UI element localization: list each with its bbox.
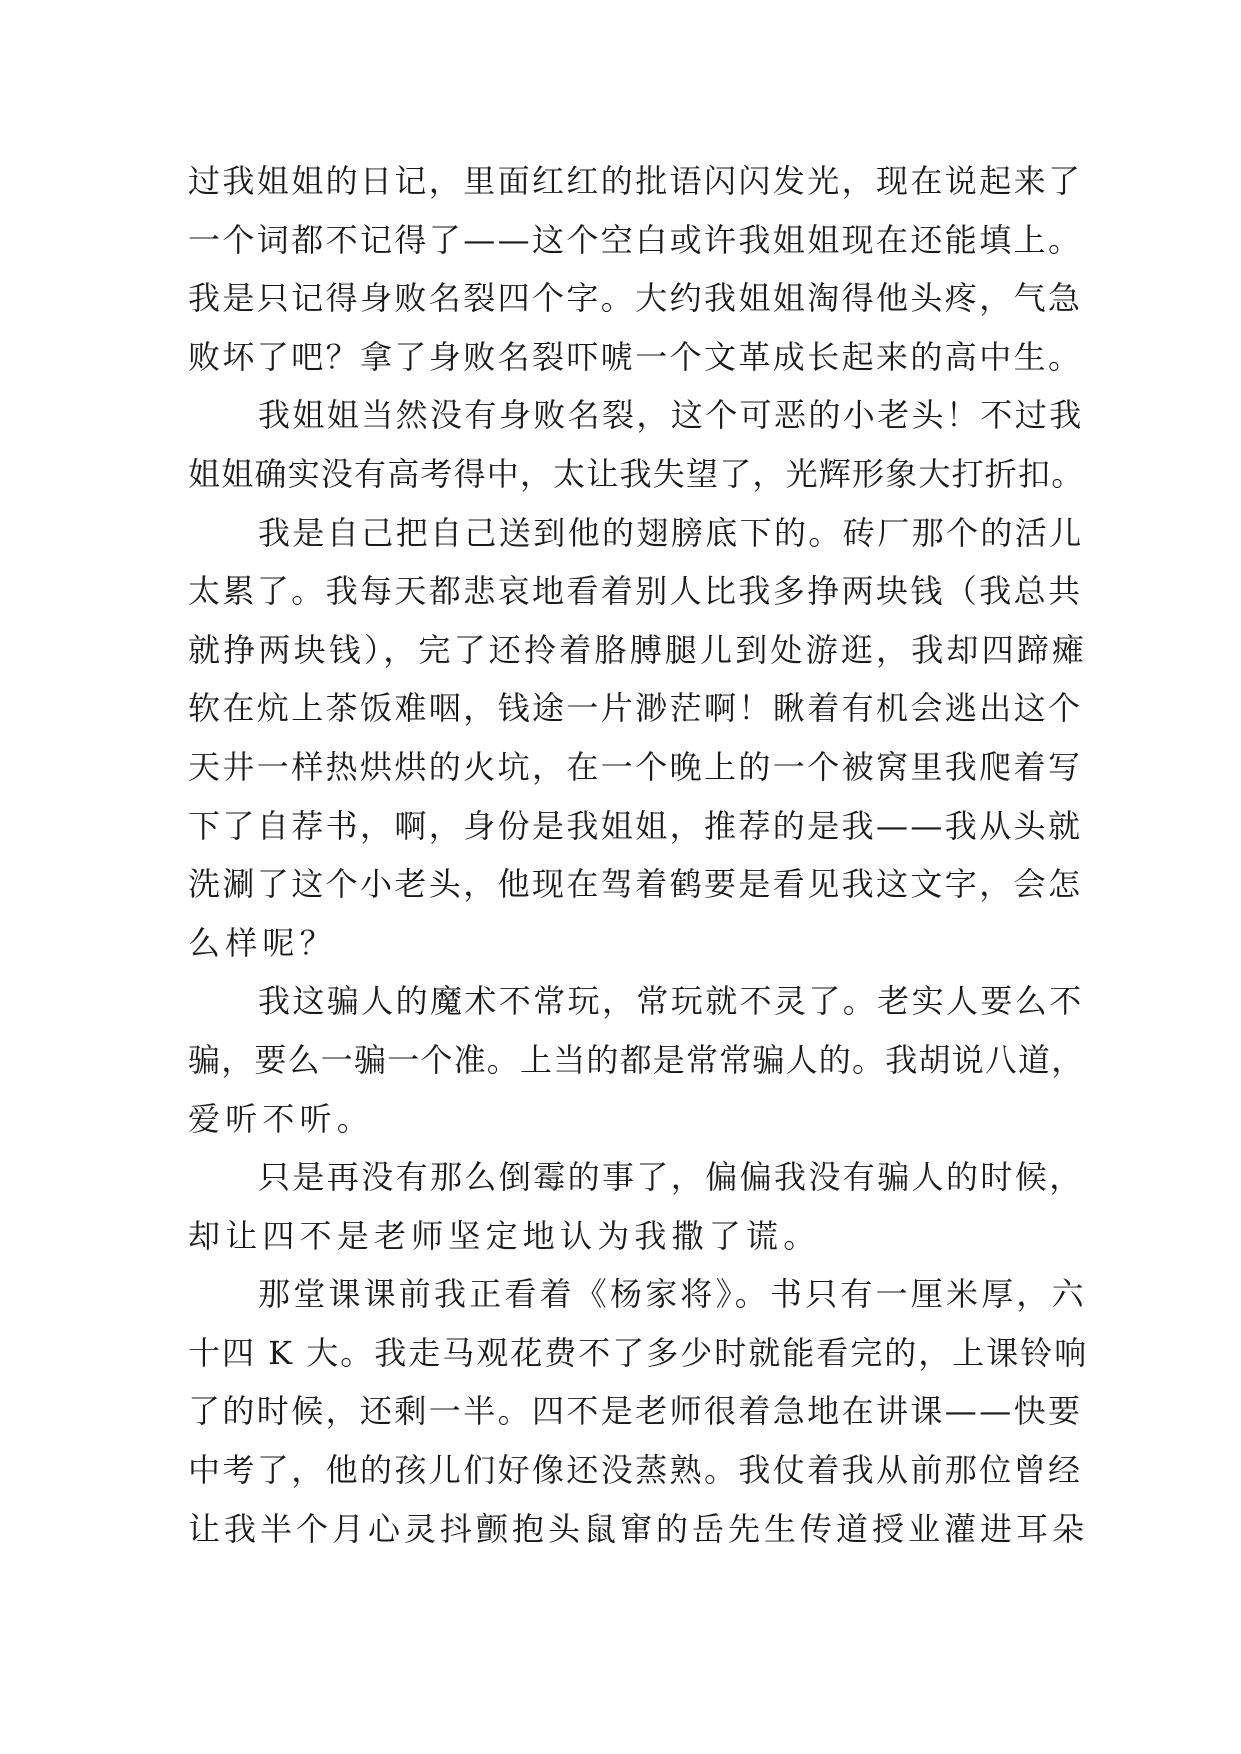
text-line: 软在炕上茶饭难咽，钱途一片渺茫啊！瞅着有机会逃出这个 — [188, 689, 1083, 728]
text-line: 爱听不听。 — [188, 1099, 375, 1138]
text-line: 我是只记得身败名裂四个字。大约我姐姐淘得他头疼，气急 — [188, 279, 1083, 318]
text-line: 骗，要么一骗一个准。上当的都是常常骗人的。我胡说八道， — [188, 1040, 1085, 1079]
text-line: 就挣两块钱），完了还拎着胳膊腿儿到处游逛，我却四蹄瘫 — [188, 630, 1088, 669]
text-line: 只是再没有那么倒霉的事了，偏偏我没有骗人的时候， — [258, 1158, 1084, 1197]
text-line: 中考了，他的孩儿们好像还没蒸熟。我仗着我从前那位曾经 — [188, 1451, 1083, 1490]
text-line: 过我姐姐的日记，里面红红的批语闪闪发光，现在说起来了 — [188, 162, 1083, 200]
text-line: 我姐姐当然没有身败名裂，这个可恶的小老头！不过我 — [258, 396, 1084, 435]
text-line: 那堂课课前我正看着《杨家将》。书只有一厘米厚，六 — [258, 1275, 1087, 1314]
text-line: 了的时候，还剩一半。四不是老师很着急地在讲课——快要 — [188, 1392, 1083, 1431]
text-line: 我这骗人的魔术不常玩，常玩就不灵了。老实人要么不 — [258, 982, 1084, 1021]
text-line: 太累了。我每天都悲哀地看着别人比我多挣两块钱（我总共 — [188, 572, 1083, 611]
text-line: 姐姐确实没有高考得中，太让我失望了，光辉形象大打折扣。 — [188, 454, 1085, 493]
text-line: 一个词都不记得了——这个空白或许我姐姐现在还能填上。 — [188, 220, 1083, 259]
text-line: 却让四不是老师坚定地认为我撒了谎。 — [188, 1216, 821, 1255]
text-line: 么样呢？ — [188, 923, 337, 962]
text-line: 我是自己把自己送到他的翅膀底下的。砖厂那个的活儿 — [258, 513, 1084, 552]
text-line: 让我半个月心灵抖颤抱头鼠窜的岳先生传道授业灌进耳朵 — [188, 1509, 1089, 1548]
text-line: 洗涮了这个小老头，他现在驾着鹤要是看见我这文字，会怎 — [188, 865, 1083, 904]
text-line: 天井一样热烘烘的火坑，在一个晚上的一个被窝里我爬着写 — [188, 747, 1083, 786]
text-line: 下了自荐书，啊，身份是我姐姐，推荐的是我——我从头就 — [188, 806, 1083, 845]
text-line: 十四 K 大。我走马观花费不了多少时就能看完的，上课铃响 — [188, 1333, 1089, 1372]
text-line: 败坏了吧？拿了身败名裂吓唬一个文革成长起来的高中生。 — [188, 337, 1083, 376]
body-text — [188, 152, 1088, 1558]
